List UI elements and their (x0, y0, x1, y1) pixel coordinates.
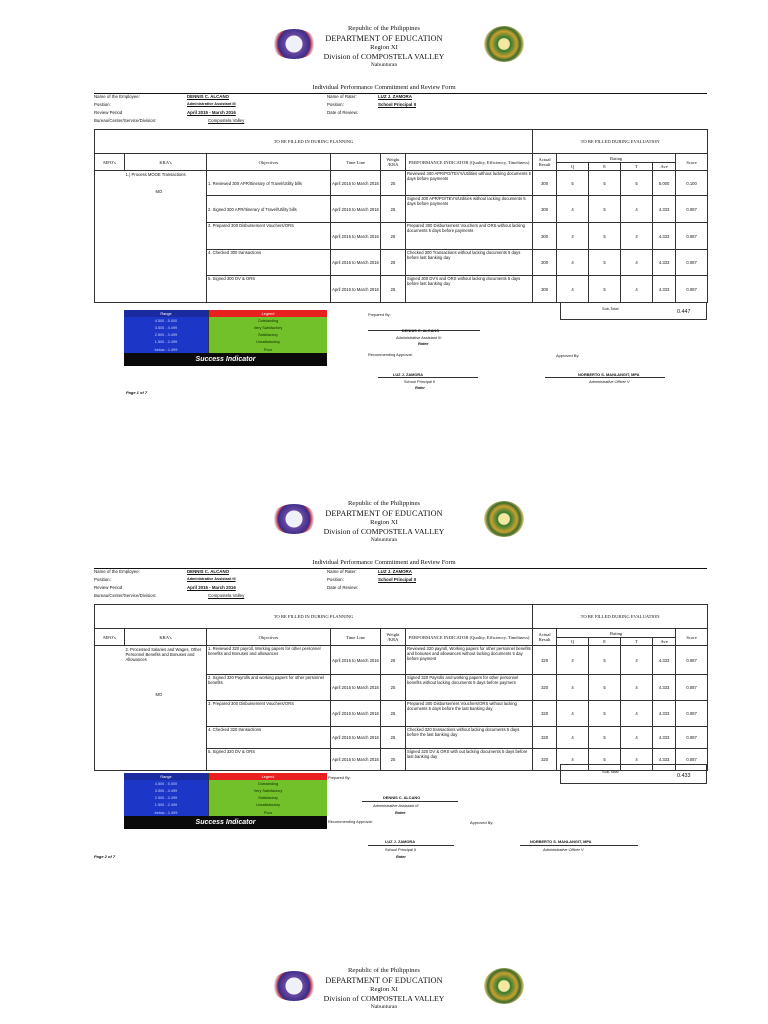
mfo-text: MO (155, 692, 163, 697)
region-line: Region XI (370, 44, 398, 51)
approver-position: Administrative Officer V (543, 847, 584, 852)
t-cell: 5 (621, 171, 653, 196)
q-cell: 4 (557, 727, 589, 749)
q-cell: 4 (557, 675, 589, 701)
rater-sig-role: Rater (415, 385, 425, 390)
approver-name: NORBERTO S. MANLANGIT, MPA (578, 372, 640, 377)
employee-label: Name of the Employee: (94, 94, 140, 99)
legend-label: Very Satisfactory (208, 324, 327, 331)
legend-label: Unsatisfactory (208, 802, 327, 809)
t-cell: 4 (621, 223, 653, 250)
legend-range: 2.500 - 3.499 (124, 332, 208, 339)
department-line: DEPARTMENT OF EDUCATION (325, 509, 443, 518)
actual-cell: 320 (533, 727, 557, 749)
bureau-value: Compostela Valley (208, 593, 245, 598)
indicator-header: PERFORMANCE INDICATOR (Quality, Efficiency, Timeliness) (406, 154, 533, 171)
recommending-label: Recommending Approval: (328, 819, 373, 824)
legend-row (124, 809, 327, 816)
period-label: Review Period (94, 585, 123, 590)
legend-range: below - 1.499 (124, 809, 208, 816)
q-cell: 4 (557, 701, 589, 727)
ave-cell: 4.333 (653, 749, 676, 771)
indicator-cell: Reviewed 300 APR/PO/TEV's/Utilities without lacking documents 5 days before payments (406, 171, 533, 196)
timeline-cell: April 2015 to March 2016 (331, 196, 381, 223)
objective-cell: 1. Reviewed 300 APR/Itinerary of Travel/Utility bills (207, 171, 331, 196)
indicator-cell: Prepared 300 Disbursement Vouchers and ORS without lacking documents 5 days before payments (406, 223, 533, 250)
signature-line (378, 377, 478, 378)
subtotal-label: Sub-Total (602, 769, 619, 774)
rater-label: Name of Rater: (327, 569, 357, 574)
e-cell: 5 (589, 675, 621, 701)
weight-header: Weight /KRA (381, 154, 406, 171)
score-cell: 0.087 (676, 223, 708, 250)
kras-header: KRA's (125, 154, 207, 171)
success-indicator-banner: Success Indicator (124, 816, 327, 829)
score-cell: 0.087 (676, 701, 708, 727)
ave-cell: 4.333 (653, 276, 676, 303)
legend-row (124, 332, 327, 339)
employee-position: Administrative Assistant III (187, 577, 236, 581)
review-period: April 2015 - March 2016 (187, 585, 236, 590)
legend-label: Satisfactory (208, 332, 327, 339)
indicator-cell: Prepared 300 Disbursement Vouchers/ORS without lacking documents 5 days before the last banking day (406, 701, 533, 727)
ave-header: Ave (653, 163, 676, 171)
legend-range: 3.500 - 4.499 (124, 787, 208, 794)
objectives-header: Objectives (207, 154, 331, 171)
ave-header: Ave (653, 638, 676, 646)
division-line: Division of COMPOSTELA VALLEY (323, 527, 445, 536)
employee-label: Name of the Employee: (94, 569, 140, 574)
q-cell: 4 (557, 276, 589, 303)
rater-label: Name of Rater: (327, 94, 357, 99)
table-row (95, 171, 708, 196)
ave-cell: 4.333 (653, 646, 676, 675)
timeline-cell: April 2015 to March 2016 (331, 727, 381, 749)
employee-position: Administrative Assistant III (187, 102, 236, 106)
timeline-cell: April 2015 to March 2016 (331, 223, 381, 250)
subtotal-value: 0.433 (677, 773, 691, 779)
ave-cell: 4.333 (653, 727, 676, 749)
q-header: Q (557, 163, 589, 171)
q-header: Q (557, 638, 589, 646)
legend-row (124, 339, 327, 346)
weight-cell: 25 (381, 171, 406, 196)
weight-cell: 25 (381, 675, 406, 701)
indicator-cell: Signed 320 DV & ORS with out lacking documents 5 days before last banking day (406, 749, 533, 771)
form-page-3 (0, 964, 768, 1024)
legend-row (124, 324, 327, 331)
indicator-cell: Checked 320 transactions without lacking documents 5 days before the last banking day (406, 727, 533, 749)
indicator-cell: Signed 300 DV's and ORS without lacking documents 5 days before last banking day (406, 276, 533, 303)
position-label: Position: (94, 102, 111, 107)
weight-cell: 25 (381, 250, 406, 276)
objective-cell: 5. Signed 320 DV & ORS (207, 749, 331, 771)
weight-cell: 25 (381, 646, 406, 675)
score-cell: 0.100 (676, 171, 708, 196)
planning-header: TO BE FILLED IN DURING PLANNING (95, 605, 533, 629)
legend-row (124, 317, 327, 324)
t-cell: 4 (621, 701, 653, 727)
score-header: Score (676, 629, 708, 646)
e-cell: 5 (589, 276, 621, 303)
actual-cell: 300 (533, 196, 557, 223)
approver-position: Administrative Officer V (589, 379, 630, 384)
kra-text: 1.) Process MOOE Transactions (125, 172, 186, 177)
legend-label: Poor (208, 346, 327, 353)
ave-cell: 4.333 (653, 196, 676, 223)
division-line: Division of COMPOSTELA VALLEY (323, 52, 445, 61)
legend-range: 4.500 - 5.000 (124, 780, 208, 787)
t-header: T (621, 638, 653, 646)
rater-position: School Principal II (378, 577, 417, 582)
ratee-role: Ratee (418, 341, 429, 346)
rater-position: School Principal II (378, 102, 417, 107)
legend-row (124, 802, 327, 809)
approver-name: NORBERTO S. MANLANGIT, MPA (530, 839, 592, 844)
objective-cell: 3. Prepared 300 Disbursement Vouchers/ORS (207, 701, 331, 727)
timeline-cell: April 2015 to March 2016 (331, 171, 381, 196)
mfos-header: MFO's (95, 154, 125, 171)
period-label: Review Period (94, 110, 123, 115)
e-header: E (589, 163, 621, 171)
division-line: Division of COMPOSTELA VALLEY (323, 994, 445, 1003)
rating-legend (124, 310, 327, 366)
indicator-cell: Signed 320 Payrolls and working papers for other personnel benefits without lacking documents 5 days before payment (406, 675, 533, 701)
rater-position-label: Position: (327, 102, 344, 107)
signature-line (368, 845, 454, 846)
legend-range: 4.500 - 5.000 (124, 317, 208, 324)
ave-cell: 4.333 (653, 223, 676, 250)
rater-sig-position: School Principal II (404, 379, 436, 384)
score-cell: 0.087 (676, 250, 708, 276)
employee-name: DENNIS C. ALCANO (187, 569, 230, 574)
rating-legend (124, 773, 327, 829)
legend-range: 2.500 - 3.499 (124, 795, 208, 802)
weight-cell: 25 (381, 196, 406, 223)
indicator-cell: Signed 300 APR/PO/TEV's/Utilities without lacking documents 5 days before payments (406, 196, 533, 223)
letterhead (0, 22, 768, 82)
town-line: Nabunturan (370, 537, 398, 543)
q-cell: 4 (557, 646, 589, 675)
e-cell: 5 (589, 749, 621, 771)
republic-line: Republic of the Philippines (348, 500, 420, 507)
legend-label: Unsatisfactory (208, 339, 327, 346)
indicator-header: PERFORMANCE INDICATOR (Quality, Efficiency, Timeliness) (406, 629, 533, 646)
t-cell: 4 (621, 675, 653, 701)
rater-sig-name: LUZ J. ZAMORA (385, 839, 416, 844)
objective-cell: 4. Checked 320 transactions (207, 727, 331, 749)
department-line: DEPARTMENT OF EDUCATION (325, 34, 443, 43)
bureau-label: Bureau/Center/Service/Division: (94, 593, 157, 598)
objectives-header: Objectives (207, 629, 331, 646)
timeline-cell: April 2015 to March 2016 (331, 276, 381, 303)
e-cell: 5 (589, 223, 621, 250)
score-cell: 0.087 (676, 675, 708, 701)
timeline-header: Time Line (331, 154, 381, 171)
bureau-label: Bureau/Center/Service/Division: (94, 118, 157, 123)
subtotal-value: 0.447 (677, 309, 691, 315)
table-row (95, 646, 708, 675)
e-cell: 5 (589, 701, 621, 727)
approved-by-label: Approved By: (470, 820, 494, 825)
score-cell: 0.087 (676, 646, 708, 675)
ipcrf-table (94, 604, 708, 771)
actual-cell: 320 (533, 675, 557, 701)
rater-position-label: Position: (327, 577, 344, 582)
legend-header (124, 310, 327, 317)
legend-range: 1.500 - 2.499 (124, 339, 208, 346)
timeline-cell: April 2015 to March 2016 (331, 250, 381, 276)
page-number: Page 1 of 7 (126, 390, 148, 395)
objective-cell: 4. Checked 300 transactions (207, 250, 331, 276)
q-cell: 4 (557, 196, 589, 223)
subtotal-label: Sub-Total (602, 306, 619, 311)
objective-cell: 2. Signed 320 Payrolls and working papers for other personnel benefits (207, 675, 331, 701)
review-period: April 2015 - March 2016 (187, 110, 236, 115)
timeline-cell: April 2015 to March 2016 (331, 749, 381, 771)
letterhead (0, 497, 768, 557)
recommending-label: Recommending Approval: (368, 352, 413, 357)
kras-header: KRA's (125, 629, 207, 646)
approved-by-label: Approved By: (556, 353, 580, 358)
ave-cell: 4.333 (653, 250, 676, 276)
weight-cell: 25 (381, 749, 406, 771)
employee-name: DENNIS C. ALCANO (187, 94, 230, 99)
weight-header: Weight /KRA (381, 629, 406, 646)
legend-label: Very Satisfactory (208, 787, 327, 794)
actual-cell: 300 (533, 276, 557, 303)
legend-label: Outstanding (208, 317, 327, 324)
score-cell: 0.087 (676, 749, 708, 771)
e-cell: 5 (589, 727, 621, 749)
department-line: DEPARTMENT OF EDUCATION (325, 976, 443, 985)
rater-sig-role: Rater (396, 854, 406, 859)
objective-cell: 1. Reviewed 320 payroll, Working papers for other personnel benefits and Bonuses and allowances (207, 646, 331, 675)
position-label: Position: (94, 577, 111, 582)
town-line: Nabunturan (370, 62, 398, 68)
t-cell: 4 (621, 727, 653, 749)
signature-line (362, 801, 458, 802)
legend-range-head: Range (124, 310, 208, 317)
actual-cell: 320 (533, 749, 557, 771)
t-header: T (621, 163, 653, 171)
actual-cell: 320 (533, 646, 557, 675)
rating-header: Rating (557, 154, 676, 163)
signature-line (545, 377, 665, 378)
rating-header: Rating (557, 629, 676, 638)
t-cell: 4 (621, 276, 653, 303)
rater-sig-position: School Principal II (385, 847, 417, 852)
kra-text: 2. Processed Salaries and Wages, Other Personnel Benefits and Bonuses and Allowances (125, 647, 202, 662)
evaluation-header: TO BE FILLED DURING EVALUATION (533, 605, 708, 629)
legend-label: Poor (208, 809, 327, 816)
prepared-by-label: Prepared By: (368, 312, 391, 317)
mfo-text: MO (155, 189, 163, 194)
legend-range: 1.500 - 2.499 (124, 802, 208, 809)
ave-cell: 4.333 (653, 701, 676, 727)
page-number: Page 2 of 7 (94, 854, 116, 859)
weight-cell: 25 (381, 276, 406, 303)
weight-cell: 25 (381, 727, 406, 749)
indicator-cell: Checked 300 Transactions without lacking documents 5 days before last banking day (406, 250, 533, 276)
legend-label-head: Legend (208, 310, 327, 317)
timeline-cell: April 2015 to March 2016 (331, 675, 381, 701)
signature-line (520, 845, 638, 846)
ratee-name: DENNIS C. ALCANO (383, 795, 421, 800)
letterhead (0, 964, 768, 1024)
actual-cell: 300 (533, 223, 557, 250)
e-header: E (589, 638, 621, 646)
legend-header (124, 773, 327, 780)
ipcrf-table (94, 129, 708, 303)
legend-row (124, 780, 327, 787)
ratee-role: Ratee (395, 810, 406, 815)
ave-cell: 4.333 (653, 675, 676, 701)
ratee-position: Administrative Assistant III (396, 335, 442, 340)
ratee-position: Administrative Assistant III (373, 803, 419, 808)
score-header: Score (676, 154, 708, 171)
e-cell: 5 (589, 196, 621, 223)
t-cell: 4 (621, 250, 653, 276)
actual-cell: 300 (533, 171, 557, 196)
timeline-cell: April 2015 to March 2016 (331, 646, 381, 675)
legend-label-head: Legend (208, 773, 327, 780)
actual-header: Actual Result (533, 629, 557, 646)
e-cell: 5 (589, 171, 621, 196)
legend-row (124, 795, 327, 802)
review-date-label: Date of Review: (327, 110, 358, 115)
ave-cell: 5.000 (653, 171, 676, 196)
objective-cell: 5. Signed 300 DV & ORS (207, 276, 331, 303)
q-cell: 4 (557, 223, 589, 250)
republic-line: Republic of the Philippines (348, 967, 420, 974)
form-title: Individual Performance Commitment and Review Form (312, 84, 456, 91)
legend-label: Satisfactory (208, 795, 327, 802)
bureau-value: Compostela Valley (208, 118, 245, 123)
actual-header: Actual Result (533, 154, 557, 171)
t-cell: 4 (621, 646, 653, 675)
t-cell: 4 (621, 749, 653, 771)
planning-header: TO BE FILLED IN DURING PLANNING (95, 130, 533, 154)
timeline-header: Time Line (331, 629, 381, 646)
legend-label: Outstanding (208, 780, 327, 787)
mfos-header: MFO's (95, 629, 125, 646)
timeline-cell: April 2015 to March 2016 (331, 701, 381, 727)
e-cell: 5 (589, 646, 621, 675)
region-line: Region XI (370, 986, 398, 993)
review-date-label: Date of Review: (327, 585, 358, 590)
objective-cell: 3. Prepared 300 Disbursement Vouchers/ORS (207, 223, 331, 250)
evaluation-header: TO BE FILLED DURING EVALUATION (533, 130, 708, 154)
legend-range: below - 1.499 (124, 346, 208, 353)
score-cell: 0.087 (676, 196, 708, 223)
republic-line: Republic of the Philippines (348, 25, 420, 32)
e-cell: 5 (589, 250, 621, 276)
rater-name: LUZ J. ZAMORA (378, 569, 412, 574)
weight-cell: 25 (381, 701, 406, 727)
indicator-cell: Reviewed 320 payroll, Working papers for other personnel benefits and bonuses and allowances without lacking documents 5 day before payment (406, 646, 533, 675)
rater-name: LUZ J. ZAMORA (378, 94, 412, 99)
q-cell: 5 (557, 171, 589, 196)
prepared-by-label: Prepared By: (328, 775, 351, 780)
weight-cell: 25 (381, 223, 406, 250)
objective-cell: 2. Signed 300 APR/Itinerary of Travel/Utility bills (207, 196, 331, 223)
form-title: Individual Performance Commitment and Review Form (312, 559, 456, 566)
score-cell: 0.087 (676, 727, 708, 749)
success-indicator-banner: Success Indicator (124, 353, 327, 366)
actual-cell: 300 (533, 250, 557, 276)
legend-row (124, 346, 327, 353)
legend-range-head: Range (124, 773, 208, 780)
ratee-name: DENNIS C. ALCANO (402, 328, 440, 333)
score-cell: 0.087 (676, 276, 708, 303)
legend-row (124, 787, 327, 794)
q-cell: 4 (557, 749, 589, 771)
region-line: Region XI (370, 519, 398, 526)
town-line: Nabunturan (370, 1004, 398, 1010)
q-cell: 4 (557, 250, 589, 276)
rater-sig-name: LUZ J. ZAMORA (393, 372, 424, 377)
t-cell: 4 (621, 196, 653, 223)
legend-range: 3.500 - 4.499 (124, 324, 208, 331)
actual-cell: 320 (533, 701, 557, 727)
